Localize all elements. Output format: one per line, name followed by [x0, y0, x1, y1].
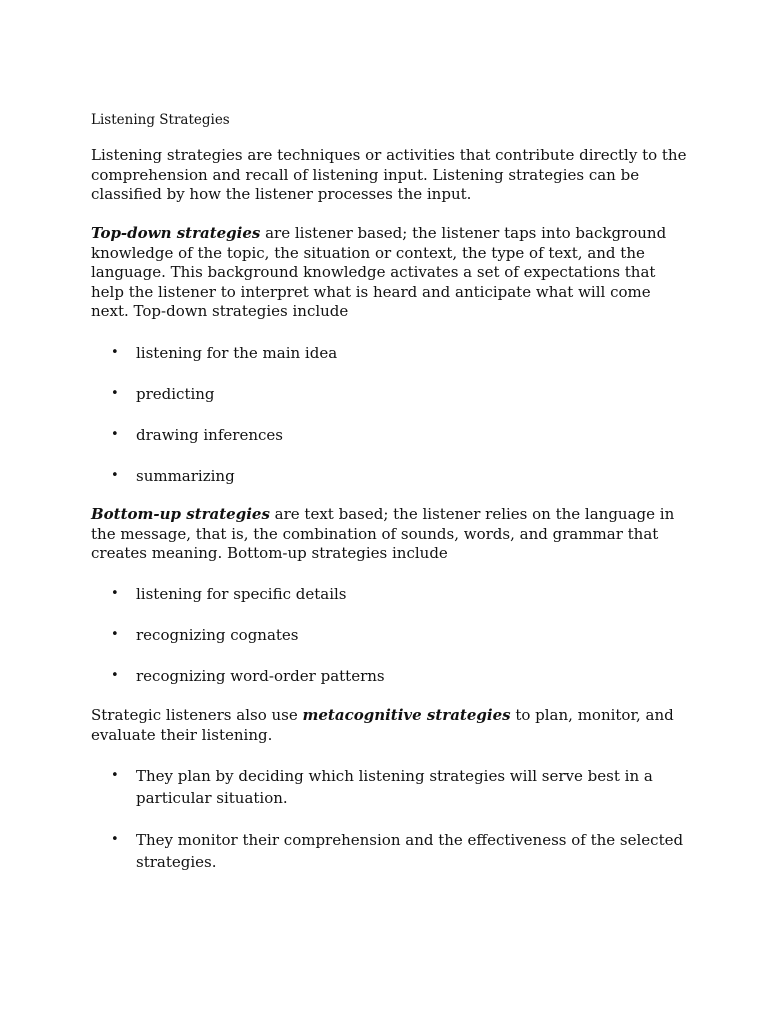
bullet-icon: •	[111, 768, 119, 783]
list-item: • drawing inferences	[111, 426, 283, 444]
list-item: • predicting	[111, 385, 215, 403]
list-item: • recognizing cognates	[111, 626, 299, 644]
bottom-up-text: are text based; the listener relies on the language in the message, that is, the combination of sounds, words, and grammar that creates meaning. Bottom-up strategies include	[91, 505, 675, 562]
list-item: • They monitor their comprehension and the effectiveness of the selected strategies.	[111, 831, 684, 871]
bottom-up-list	[91, 584, 691, 686]
bullet-icon: •	[111, 586, 119, 601]
list-item: • listening for the main idea	[111, 344, 338, 362]
top-down-text: are listener based; the listener taps into background knowledge of the topic, the situation or context, the type of text, and the language. This background knowledge activates a set of expectations that help the listener to interpret what is heard and anticipate what will come next. Top-down strategies include	[91, 224, 667, 320]
bullet-icon: •	[111, 386, 119, 401]
bullet-icon: •	[111, 427, 119, 442]
list-item: • summarizing	[111, 467, 235, 485]
bullet-icon: •	[111, 668, 119, 683]
intro-paragraph: Listening strategies are techniques or activities that contribute directly to the comprehension and recall of listening input. Listening strategies can be classified by how the listener processes the input.	[91, 146, 687, 203]
bullet-icon: •	[111, 468, 119, 483]
list-item: • listening for specific details	[111, 585, 347, 603]
list-item: • They plan by deciding which listening strategies will serve best in a particular situation.	[111, 767, 653, 807]
list-item: • recognizing word-order patterns	[111, 667, 385, 685]
bottom-up-paragraph	[91, 505, 691, 564]
bottom-up-term: Bottom-up strategies	[91, 505, 270, 523]
bullet-icon: •	[111, 345, 119, 360]
metacognitive-paragraph: Strategic listeners also use metacognitive strategies to plan, monitor, and evaluate their listening.	[91, 706, 674, 744]
bullet-icon: •	[111, 832, 119, 847]
metacognitive-list	[91, 765, 691, 873]
document-title: Listening Strategies	[91, 112, 230, 128]
top-down-list	[91, 343, 691, 486]
metacognitive-term: metacognitive strategies	[302, 706, 511, 724]
top-down-term: Top-down strategies	[91, 224, 261, 242]
top-down-paragraph	[91, 224, 691, 322]
bullet-icon: •	[111, 627, 119, 642]
